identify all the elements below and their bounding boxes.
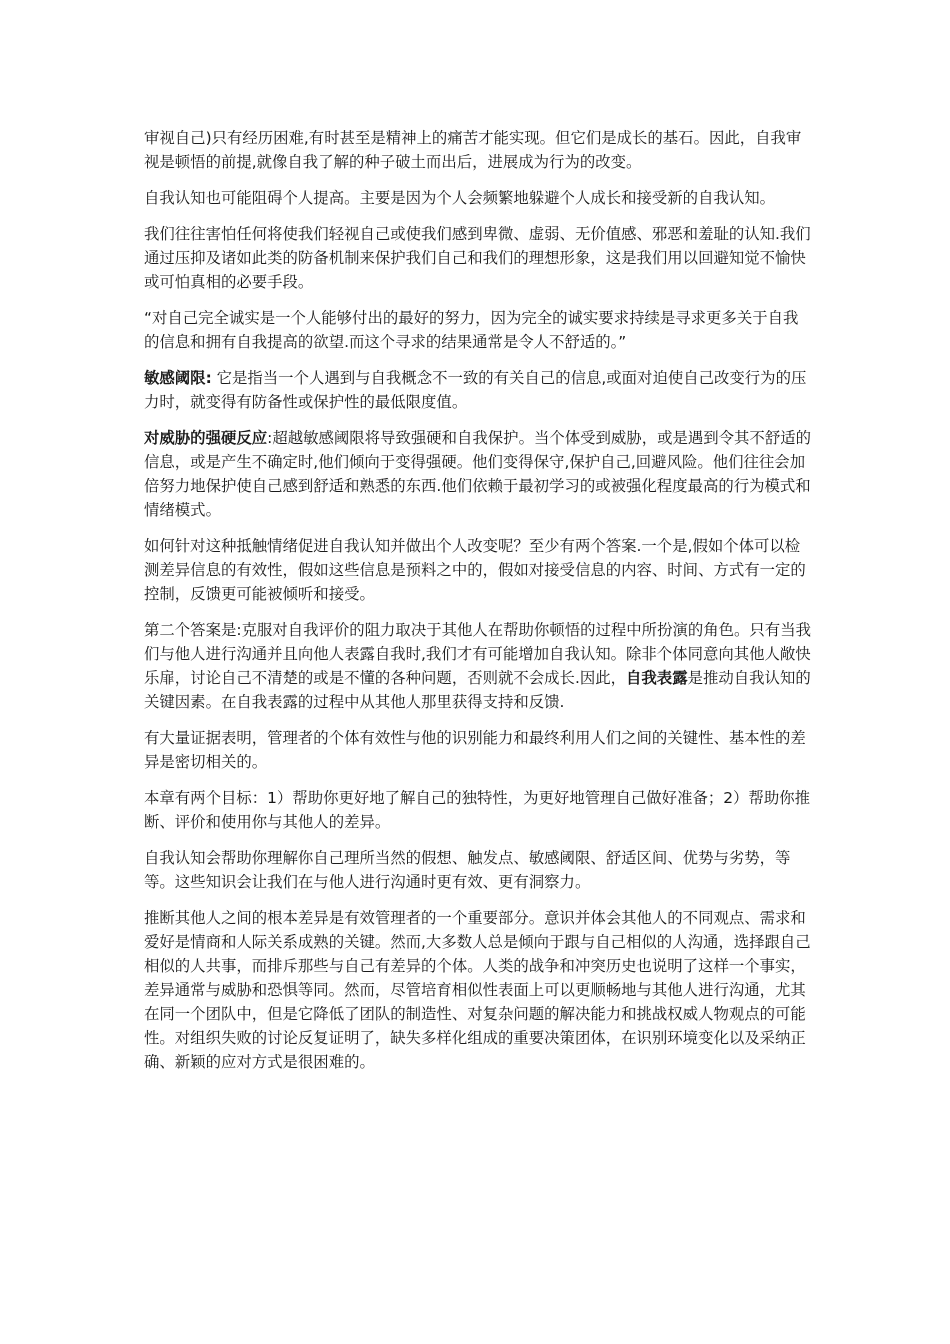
paragraph-text: :超越敏感阈限将导致强硬和自我保护。当个体受到威胁，或是遇到令其不舒适的信息，或是产生不确定时,他们倾向于变得强硬。他们变得保守,保护自己,回避风险。他们往往会加倍努力地保护使自己感到舒适和熟悉的东西.他们依赖于最初学习的或被强化程度最高的行为模式和情绪模式。: [144, 429, 811, 519]
paragraph-text: 它是指当一个人遇到与自我概念不一致的有关自己的信息,或面对迫使自己改变行为的压力时，就变得有防备性或保护性的最低限度值。: [144, 369, 807, 411]
term-sensitivity-threshold: 敏感阈限:: [144, 369, 212, 387]
paragraph-chapter-goals: [144, 786, 812, 834]
paragraph-self-awareness-benefits: [144, 846, 812, 894]
paragraph-text: 第二个答案是:克服对自我评价的阻力取决于其他人在帮助你顿悟的过程中所扮演的角色。只有当我们与他人进行沟通并且向他人表露自我时,我们才有可能增加自我认知。除非个体同意向其他人敞快乐扉，讨论自己不清楚的或是不懂的各种问题，否则就不会成长.因此，: [144, 621, 811, 687]
paragraph-text-tail: 是推动自我认知的关键因素。在自我表露的过程中从其他人那里获得支持和反馈.: [144, 669, 811, 711]
paragraph-text: 我们往往害怕任何将使我们轻视自己或使我们感到卑微、虚弱、无价值感、邪恶和羞耻的认知.我们通过压抑及诸如此类的防备机制来保护我们自己和我们的理想形象，这是我们用以回避知觉不愉快或可怕真相的必要手段。: [144, 225, 811, 291]
paragraph-differences: [144, 906, 812, 1074]
paragraph-text: 有大量证据表明，管理者的个体有效性与他的识别能力和最终利用人们之间的关键性、基本性的差异是密切相关的。: [144, 729, 806, 771]
paragraph-self-examination: [144, 126, 812, 174]
term-self-disclosure: 自我表露: [626, 669, 688, 687]
paragraph-quote-honesty: [144, 306, 812, 354]
paragraph-first-answer: [144, 534, 812, 606]
paragraph-text: 本章有两个目标：1）帮助你更好地了解自己的独特性，为更好地管理自己做好准备；2）帮助你推断、评价和使用你与其他人的差异。: [144, 789, 810, 831]
paragraph-text: 审视自己)只有经历困难,有时甚至是精神上的痛苦才能实现。但它们是成长的基石。因此，自我审视是顿悟的前提,就像自我了解的种子破土而出后，进展成为行为的改变。: [144, 129, 802, 171]
paragraph-fear-of-cognition: [144, 222, 812, 294]
paragraph-sensitivity-threshold: [144, 366, 812, 414]
term-rigid-response: 对威胁的强硬反应: [144, 429, 268, 447]
document-page: [144, 126, 812, 1086]
paragraph-text: 推断其他人之间的根本差异是有效管理者的一个重要部分。意识并体会其他人的不同观点、需求和爱好是情商和人际关系成熟的关键。然而,大多数人总是倾向于跟与自己相似的人沟通，选择跟自己相似的人共事，而排斥那些与自己有差异的个体。人类的战争和冲突历史也说明了这样一个事实，差异通常与威胁和恐惧等同。然而，尽管培育相似性表面上可以更顺畅地与其他人进行沟通，尤其在同一个团队中，但是它降低了团队的制造性、对复杂问题的解决能力和挑战权威人物观点的可能性。对组织失败的讨论反复证明了，缺失多样化组成的重要决策团体，在识别环境变化以及采纳正确、新颖的应对方式是很困难的。: [144, 909, 811, 1071]
paragraph-second-answer: [144, 618, 812, 714]
paragraph-text: 如何针对这种抵触情绪促进自我认知并做出个人改变呢？至少有两个答案.一个是,假如个体可以检测差异信息的有效性，假如这些信息是预料之中的，假如对接受信息的内容、时间、方式有一定的控制，反馈更可能被倾听和接受。: [144, 537, 806, 603]
paragraph-rigid-response: [144, 426, 812, 522]
quote-text: “对自己完全诚实是一个人能够付出的最好的努力，因为完全的诚实要求持续是寻求更多关于自我的信息和拥有自我提高的欲望.而这个寻求的结果通常是令人不舒适的。”: [144, 309, 799, 351]
paragraph-evidence: [144, 726, 812, 774]
paragraph-text: 自我认知也可能阻碍个人提高。主要是因为个人会频繁地躲避个人成长和接受新的自我认知。: [144, 189, 776, 207]
paragraph-text: 自我认知会帮助你理解你自己理所当然的假想、触发点、敏感阈限、舒适区间、优势与劣势，等等。这些知识会让我们在与他人进行沟通时更有效、更有洞察力。: [144, 849, 791, 891]
paragraph-self-awareness-obstacle: [144, 186, 812, 210]
